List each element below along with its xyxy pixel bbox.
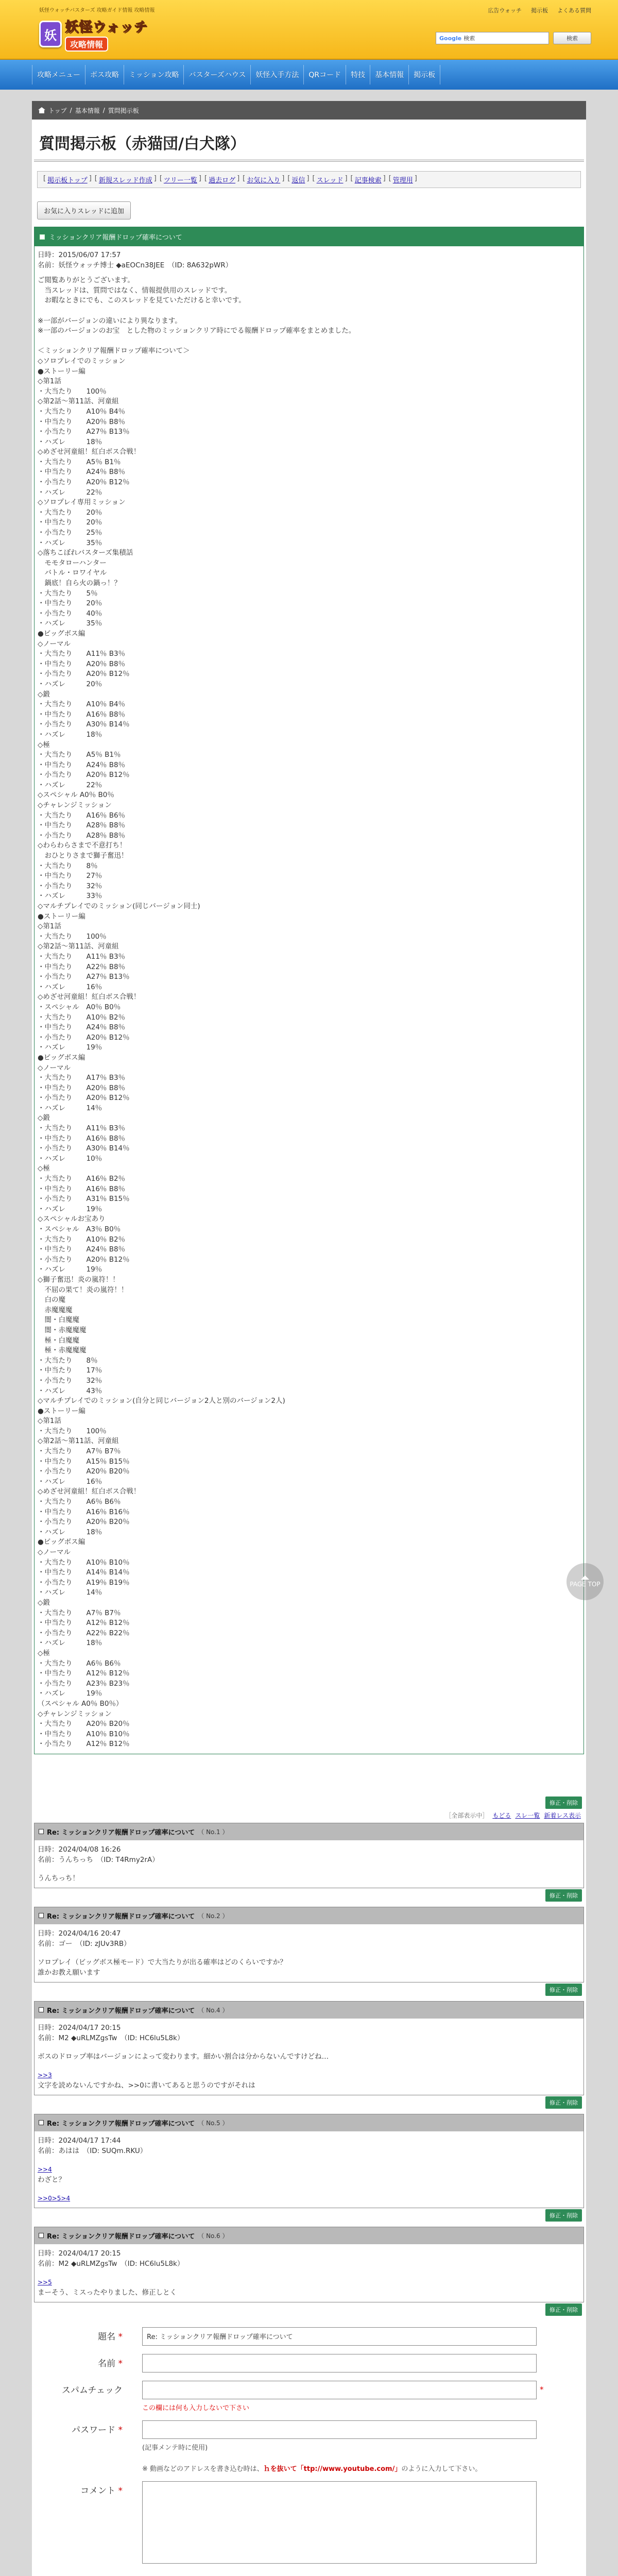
reply-title: Re: ミッションクリア報酬ドロップ確率について (47, 1828, 195, 1837)
comment-field[interactable] (142, 2481, 537, 2564)
reply-quote-link[interactable]: >>5 (38, 2278, 52, 2286)
reply-edit-button[interactable]: 修正・削除 (545, 2303, 582, 2316)
reply-author: 名前：うんちっち （ID: T4Rmy2rA） (38, 1855, 159, 1864)
password-label: パスワード (72, 2425, 116, 2435)
name-field[interactable] (142, 2354, 537, 2372)
reply-author: 名前：ゴー （ID: zJUv3RB） (38, 1939, 131, 1948)
title-field[interactable]: Re: ミッションクリア報酬ドロップ確率について (142, 2327, 537, 2346)
page-title: 質問掲示板（赤猫団/白犬隊） (34, 120, 584, 162)
top-links (488, 6, 591, 14)
reply-post (34, 2114, 584, 2208)
menu-thread[interactable]: スレッド (316, 177, 344, 184)
reply-text: ソロプレイ（ビッグボス極モード）で大当たりが出る確率はどのくらいですか？ 誰かお教え願います (38, 1958, 287, 1977)
reply-number: （ No.4 ） (198, 2006, 229, 2014)
reply-date: 日時：2024/04/17 20:15 (38, 2023, 121, 2032)
reply-title: Re: ミッションクリア報酬ドロップ確率について (47, 1912, 195, 1921)
reply-post (34, 1907, 584, 1982)
reply-text: わざと？ (38, 2175, 65, 2184)
reply-square-icon (39, 2233, 44, 2238)
reply-post (34, 2227, 584, 2302)
reply-header (35, 1907, 583, 1924)
reply-text: ボスのドロップ率はバージョンによって変わります。細かい割合は分からないんですけどね… (38, 2052, 329, 2061)
menu-reply[interactable]: 返信 (291, 177, 305, 184)
reply-author: 名前：M2 ◆uRLMZgsTw （ID: HC6lu5L8k） (38, 2259, 184, 2268)
reply-title: Re: ミッションクリア報酬ドロップ確率について (47, 2120, 195, 2128)
logo-title: 妖怪ウォッチ (65, 20, 148, 35)
required-mark: * (118, 2485, 123, 2496)
spam-check-hint: この欄には何も入力しないで下さい (142, 2404, 250, 2412)
add-favorite-button[interactable]: お気に入りスレッドに追加 (37, 201, 131, 219)
new-replies-link[interactable]: 新着レス表示 (544, 1811, 581, 1819)
reply-quote-link[interactable]: >>4 (38, 2165, 52, 2173)
spam-check-label: スパムチェック (61, 2385, 123, 2396)
menu-admin[interactable]: 管理用 (392, 177, 413, 184)
nav-item-basic-info[interactable]: 基本情報 (370, 65, 409, 84)
reply-header (35, 1823, 583, 1840)
menu-archive[interactable]: 過去ログ (209, 177, 236, 184)
search-placeholder: 検索 (464, 35, 475, 42)
reply-text-2: 文字を読めないんですかね、>>0に書いてあると思うのですがそれは (38, 2081, 255, 2090)
reply-title: Re: ミッションクリア報酬ドロップ確率について (47, 2007, 195, 2015)
nav-item-boss[interactable]: ボス攻略 (85, 65, 124, 84)
reply-square-icon (39, 2120, 44, 2125)
reply-author: 名前：M2 ◆uRLMZgsTw （ID: HC6lu5L8k） (38, 2033, 184, 2042)
required-mark: * (540, 2384, 544, 2394)
site-header (0, 0, 618, 60)
top-link-ad[interactable]: 広告ウォッチ (488, 7, 522, 14)
reply-nav (32, 1811, 586, 1820)
spam-check-field[interactable] (142, 2381, 537, 2399)
site-logo[interactable] (39, 15, 158, 53)
search-button[interactable]: 検索 (553, 32, 591, 44)
reply-square-icon (39, 2007, 44, 2012)
google-brand: Google (439, 35, 462, 42)
reply-text: まーそう、ミスったやりました、修正しとく (38, 2288, 177, 2297)
reply-author: 名前：あはは （ID: SUQm.RKU） (38, 2146, 147, 2155)
reply-number: （ No.6 ） (198, 2232, 229, 2240)
site-tagline: 妖怪ウォッチバスターズ 攻略ガイド情報 攻略情報 (39, 8, 155, 13)
board-menu: [ 掲示板トップ ] [ 新規スレッド作成 ] [ ツリー一覧 ] [ 過去ログ ] [ お気に入り ] [ 返信 ] [ スレッド ] [ 記事検索 ] [ 管理用 ] (37, 171, 581, 188)
required-mark: * (118, 2331, 123, 2342)
home-icon[interactable] (38, 107, 45, 113)
thread-title: ミッションクリア報酬ドロップ確率について (49, 234, 182, 242)
required-mark: * (118, 2358, 123, 2369)
nav-item-skill[interactable]: 特技 (346, 65, 370, 84)
reply-date: 日時：2024/04/17 17:44 (38, 2136, 121, 2145)
nav-item-busters-house[interactable]: バスターズハウス (184, 65, 251, 84)
menu-new-thread[interactable]: 新規スレッド作成 (98, 177, 152, 184)
nav-item-mission[interactable]: ミッション攻略 (124, 65, 184, 84)
thread-square-icon (40, 234, 45, 240)
comment-label: コメント (80, 2485, 116, 2496)
nav-item-board[interactable]: 掲示板 (409, 65, 440, 84)
reply-square-icon (39, 1829, 44, 1834)
url-hint-bold: ｈを抜いて「ttp://www.youtube.com/」 (263, 2465, 402, 2473)
password-field[interactable] (142, 2420, 537, 2439)
nav-item-qr[interactable]: QRコード (304, 65, 346, 84)
top-link-board[interactable]: 掲示板 (531, 7, 548, 14)
url-hint: ※ 動画などのアドレスを書き込む時は、ｈを抜いて「ttp://www.youtube.com/」のように入力して下さい。 (142, 2465, 482, 2473)
thread-header (35, 227, 583, 246)
reply-edit-button[interactable]: 修正・削除 (545, 1889, 582, 1902)
reply-text: うんちっち！ (38, 1874, 79, 1883)
password-hint: (記事メンテ時に使用) (142, 2444, 208, 2452)
search-input[interactable] (436, 32, 549, 44)
reply-quote-link-2[interactable]: >>0>5>4 (38, 2194, 71, 2202)
menu-board-top[interactable]: 掲示板トップ (47, 177, 88, 184)
back-link[interactable]: もどる (492, 1811, 511, 1819)
reply-header (35, 2114, 583, 2131)
main-content (32, 101, 586, 2576)
reply-square-icon (39, 1913, 44, 1918)
thread-post (34, 227, 584, 1754)
scroll-to-top-label: PAGE TOP (570, 1581, 600, 1588)
name-label: 名前 (98, 2358, 116, 2369)
reply-edit-button[interactable]: 修正・削除 (545, 1984, 582, 1996)
reply-number: （ No.5 ） (198, 2119, 229, 2127)
breadcrumb-basic[interactable]: 基本情報 (75, 107, 100, 114)
arrow-up-icon (581, 1575, 589, 1580)
title-label: 題名 (98, 2331, 116, 2342)
site-search (436, 32, 591, 44)
reply-number: （ No.1 ） (198, 1828, 229, 1836)
nav-item-yokai[interactable]: 妖怪入手方法 (251, 65, 304, 84)
nav-item-strategy-menu[interactable]: 攻略メニュー (32, 65, 85, 84)
reply-title: Re: ミッションクリア報酬ドロップ確率について (47, 2232, 195, 2241)
menu-favorites[interactable]: お気に入り (247, 177, 281, 184)
main-nav (0, 60, 618, 90)
thread-date: 日時：2015/06/07 17:57 (38, 251, 121, 259)
reply-form (34, 2322, 584, 2576)
reply-header (35, 2227, 583, 2244)
reply-date: 日時：2024/04/08 16:26 (38, 1845, 121, 1854)
breadcrumb-top[interactable]: トップ (48, 107, 67, 114)
reply-edit-button[interactable]: 修正・削除 (545, 2096, 582, 2109)
reply-date: 日時：2024/04/16 20:47 (38, 1929, 121, 1938)
thread-edit-button[interactable]: 修正・削除 (545, 1797, 582, 1809)
logo-badge-icon: 妖 (39, 21, 62, 47)
reply-quote-link[interactable]: >>3 (38, 2071, 52, 2079)
reply-post (34, 1823, 584, 1888)
menu-tree[interactable]: ツリー一覧 (163, 177, 197, 184)
scroll-to-top-button[interactable] (566, 1563, 604, 1600)
reply-count: ［全部表示中］ (445, 1811, 489, 1819)
breadcrumb: トップ / 基本情報 / 質問掲示板 (32, 101, 586, 120)
reply-date: 日時：2024/04/17 20:15 (38, 2249, 121, 2258)
thread-author: 名前：妖怪ウォッチ博士 ◆aEOCn38JEE （ID: 8A632pWR） (38, 261, 233, 269)
thread-body (35, 246, 583, 1754)
thread-text: ご閲覧ありがとうございます。 当スレッドは、質問ではなく、情報提供用のスレッドです。 お暇なときにでも、このスレッドを見ていただけると幸いです。 ※一部がバージョンの違いにより異なります。 ※一部のバージョンのお宝 とした物のミッションクリア時にでる報酬ドロップ確率をまとめました。 ＜ミッションクリア報酬ドロップ確率について＞ ◇ソロプレイでのミッション ●ストーリー編 ◇第1話 ・大当たり 100％ ◇第2話〜第11話、河童組 ・大当たり A10％ B4％ ・中当たり A20％ B8％ ・小当たり A27％ B13％ ・ハズレ 18％ ◇めざせ河童組！紅白ボス合戦！ ・大当たり A5％ B1％ ・中当たり A24％ B8％ ・小当たり A20％ B12％ ・ハズレ 22％ ◇ソロプレイ専用ミッション ・大当たり 20％ ・中当たり 20％ ・小当たり 25％ ・ハズレ 35％ ◇落ちこぼれバスターズ集積話 モモタローハンター バトル・ロワイヤル 鍋底！自ら火の鍋っ！？ ・大当たり 5％ ・中当たり 20％ ・小当たり 40％ ・ハズレ 35％ ●ビッグボス編 ◇ノーマル ・大当たり A11％ B3％ ・中当たり A20％ B8％ ・小当たり A20％ B12％ ・ハズレ 20％ ◇鍛 ・大当たり A10％ B4％ ・中当たり A16％ B8％ ・小当たり A30％ B14％ ・ハズレ 18％ ◇極 ・大当たり A5％ B1％ ・中当たり A24％ B8％ ・小当たり A20％ B12％ ・ハズレ 22％ ◇スペシャル A0％ B0％ ◇チャレンジミッション ・大当たり A16％ B6％ ・中当たり A28％ B8％ ・小当たり A28％ B8％ ◇わらわらさまで不意打ち！ おひとりさまで獅子奮迅！ ・大当たり 8％ ・中当たり 27％ ・小当たり 32％ ・ハズレ 33％ ◇マルチプレイでのミッション(同じバージョン同士) ●ストーリー編 ◇第1話 ・大当たり 100％ ◇第2話〜第11話、河童組 ・大当たり A11％ B3％ ・中当たり A22％ B8％ ・小当たり A27％ B13％ ・ハズレ 16％ ◇めざせ河童組！紅白ボス合戦！ ・スペシャル A0％ B0％ ・大当たり A10％ B2％ ・中当たり A24％ B8％ ・小当たり A20％ B12％ ・ハズレ 19％ ●ビッグボス編 ◇ノーマル ・大当たり A17％ B3％ ・中当たり A20％ B8％ ・小当たり A20％ B12％ ・ハズレ 14％ ◇鍛 ・大当たり A11％ B3％ ・中当たり A16％ B8％ ・小当たり A30％ B14％ ・ハズレ 10％ ◇極 ・大当たり A16％ B2％ ・中当たり A16％ B8％ ・小当たり A31％ B15％ ・ハズレ 19％ ◇スペシャルお宝あり ・スペシャル A3％ B0％ ・大当たり A10％ B2％ ・中当たり A24％ B8％ ・小当たり A20％ B12％ ・ハズレ 19％ ◇獅子奮迅！炎の嵐符！！ 不屈の果て！炎の嵐符！！ 白の魔 赤魔魔魔 闇・白魔魔 闇・赤魔魔魔 極・白魔魔 極・赤魔魔魔 ・大当たり 8％ ・中当たり 17％ ・小当たり 32％ ・ハズレ 43％ ◇マルチプレイでのミッション(自分と同じバージョン2人と別のバージョン2人) ●ストーリー編 ◇第1話 ・大当たり 100％ ◇第2話〜第11話、河童組 ・大当たり A7％ B7％ ・中当たり A15％ B15％ ・小当たり A20％ B20％ ・ハズレ 16％ ◇めざせ河童組！紅白ボス合戦！ ・大当たり A6％ B6％ ・中当たり A16％ B16％ ・小当たり A20％ B20％ ・ハズレ 18％ ●ビッグボス編 ◇ノーマル ・大当たり A10％ B10％ ・中当たり A14％ B14％ ・小当たり A19％ B19％ ・ハズレ 14％ ◇鍛 ・大当たり A7％ B7％ ・中当たり A12％ B12％ ・小当たり A22％ B22％ ・ハズレ 18％ ◇極 ・大当たり A6％ B6％ ・中当たり A12％ B12％ ・小当たり A23％ B23％ ・ハズレ 19％ （スペシャル A0％ B0％） ◇チャレンジミッション ・大当たり A20％ B20％ ・中当たり A10％ B10％ ・小当たり A12％ B12％ (38, 276, 356, 1749)
thread-list-link[interactable]: スレ一覧 (515, 1811, 540, 1819)
top-link-faq[interactable]: よくある質問 (557, 7, 591, 14)
reply-post (34, 2001, 584, 2095)
reply-number: （ No.2 ） (198, 1912, 229, 1920)
reply-edit-button[interactable]: 修正・削除 (545, 2209, 582, 2222)
required-mark: * (118, 2425, 123, 2435)
breadcrumb-current: 質問掲示板 (108, 107, 139, 114)
reply-header (35, 2002, 583, 2019)
menu-search[interactable]: 記事検索 (354, 177, 382, 184)
logo-subtitle: 攻略情報 (65, 37, 108, 52)
